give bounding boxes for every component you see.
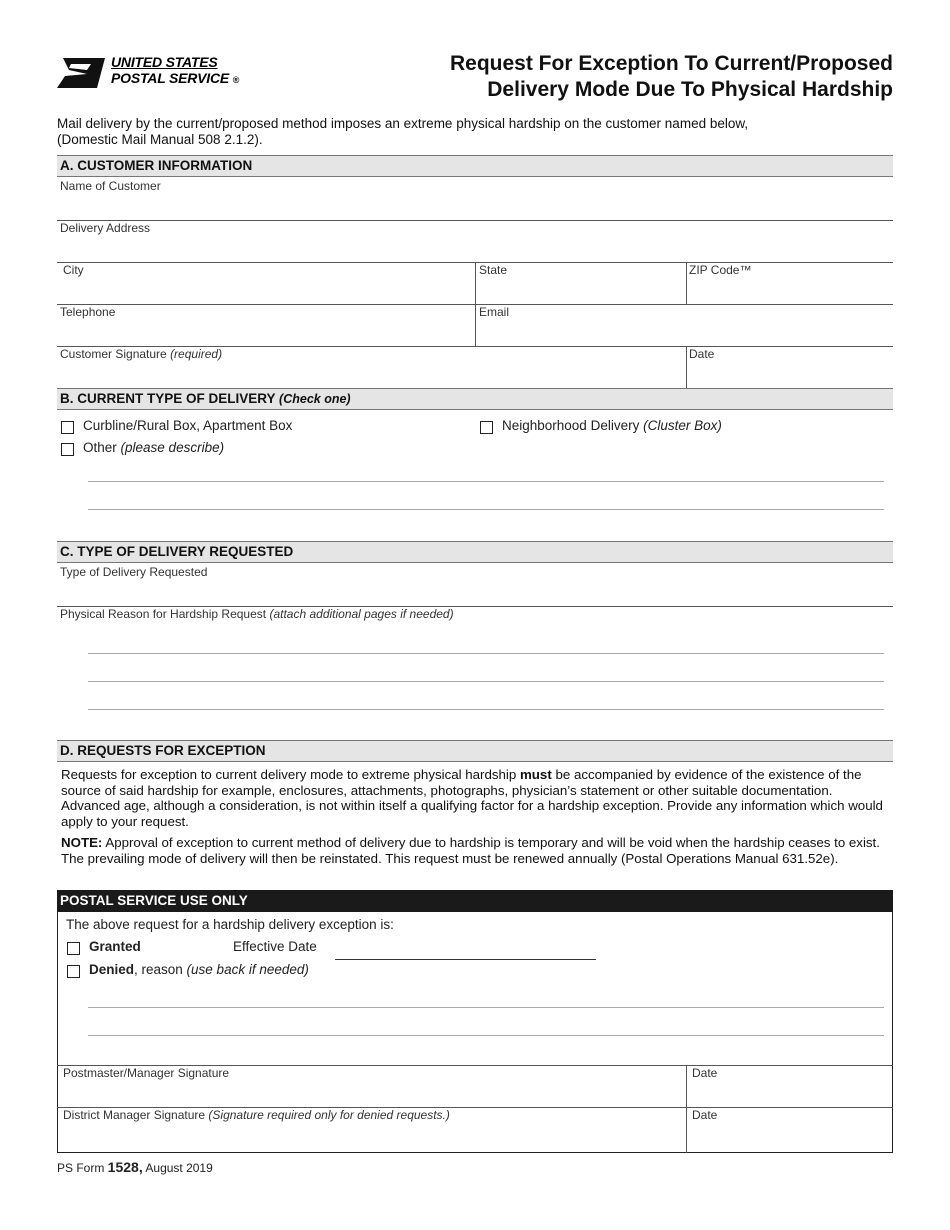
title-line1: Request For Exception To Current/Proposed [450,52,893,75]
footer-prefix: PS Form [57,1161,108,1175]
district-manager-label-text: District Manager Signature [63,1108,209,1122]
logo-line2: POSTAL SERVICE [111,70,230,86]
postal-use-statement: The above request for a hardship delivery exception is: [66,917,394,932]
type-of-delivery-label: Type of Delivery Requested [60,565,208,579]
email-label: Email [479,305,510,319]
denied-label [89,962,309,977]
district-manager-signature-field[interactable] [58,1109,686,1151]
type-of-delivery-field[interactable] [57,566,893,606]
denied-label-text: Denied [89,962,135,977]
form-footer [57,1159,213,1175]
section-d-heading: D. REQUESTS FOR EXCEPTION [57,740,893,762]
district-manager-note: (Signature required only for denied requests.) [208,1108,450,1122]
denied-reason-text: , reason [134,962,187,977]
section-b-heading-note: (Check one) [279,392,351,406]
zip-code-field[interactable] [687,264,893,304]
granted-checkbox[interactable] [67,942,80,955]
name-of-customer-label: Name of Customer [60,179,161,193]
telephone-field[interactable] [57,306,475,346]
reason-line-2[interactable] [88,681,884,682]
other-description-line-1[interactable] [88,481,884,482]
divider [57,304,893,305]
divider [57,220,893,221]
state-label: State [479,263,508,277]
customer-signature-label-text: Customer Signature [60,347,167,361]
curbline-option-label: Curbline/Rural Box, Apartment Box [83,418,293,433]
usps-logo [57,54,247,90]
reason-line-1[interactable] [88,653,884,654]
postmaster-date-field[interactable] [687,1067,892,1107]
neighborhood-option-label [502,418,722,433]
name-of-customer-field[interactable] [57,180,893,220]
note-label: NOTE: [61,835,103,850]
customer-signature-note: (required) [170,347,223,361]
other-option-note: (please describe) [120,440,225,455]
physical-reason-label-text: Physical Reason for Hardship Request [60,607,267,621]
effective-date-field[interactable] [335,959,596,960]
effective-date-label: Effective Date [233,939,317,954]
city-field[interactable] [57,264,475,304]
section-b-heading [57,388,893,410]
form-title [450,51,893,103]
curbline-checkbox[interactable] [61,421,74,434]
denied-reason-note: (use back if needed) [186,962,309,977]
physical-reason-note: (attach additional pages if needed) [269,607,454,621]
exception-text-part2: be accompanied by evidence of the existence of the source of said hardship for example, enclosures, attachments, photographs, physician’s statement or other suitable documentation. Advanced age, although a consideration, is not within itself a qualifying factor for a hardship exception. Provide any information which would apply to your request. [61,767,883,829]
intro-text [57,116,857,148]
customer-date-label: Date [689,347,715,361]
postal-use-heading: POSTAL SERVICE USE ONLY [57,890,893,912]
denied-checkbox[interactable] [67,965,80,978]
other-option-label [83,440,224,455]
section-c-heading: C. TYPE OF DELIVERY REQUESTED [57,541,893,563]
exception-text-must: must [519,767,552,782]
telephone-label: Telephone [60,305,116,319]
other-option-text: Other [83,440,117,455]
granted-label: Granted [89,939,141,954]
exception-text-part1: Requests for exception to current delivery mode to extreme physical hardship [61,767,520,782]
physical-reason-label [60,607,454,621]
logo-registered: ® [232,75,240,85]
postmaster-date-label: Date [692,1066,718,1080]
other-checkbox[interactable] [61,443,74,456]
district-date-field[interactable] [687,1109,892,1151]
note-body: Approval of exception to current method of delivery due to hardship is temporary and will be void when the hardship ceases to exist. The prevailing mode of delivery will then be reinstated. This request must be renewed annually (Postal Operations Manual 631.52e). [61,835,880,866]
city-label: City [63,263,84,277]
reason-line-3[interactable] [88,709,884,710]
form-number: 1528, [107,1159,143,1175]
form-date: August 2019 [142,1161,213,1175]
neighborhood-checkbox[interactable] [480,421,493,434]
postmaster-signature-field[interactable] [58,1067,686,1107]
customer-signature-field[interactable] [57,348,686,388]
state-field[interactable] [476,264,686,304]
other-description-line-2[interactable] [88,509,884,510]
zip-code-label: ZIP Code™ [689,263,752,277]
exception-requirements-text [61,767,893,829]
delivery-address-field[interactable] [57,222,893,262]
delivery-address-label: Delivery Address [60,221,151,235]
postmaster-signature-label: Postmaster/Manager Signature [63,1066,230,1080]
intro-line2: (Domestic Mail Manual 508 2.1.2). [57,132,263,147]
denied-reason-line-1[interactable] [88,1007,884,1008]
neighborhood-option-note: (Cluster Box) [643,418,722,433]
email-field[interactable] [476,306,893,346]
district-date-label: Date [692,1108,718,1122]
eagle-icon [57,56,105,90]
title-line2: Delivery Mode Due To Physical Hardship [487,78,893,101]
intro-line1: Mail delivery by the current/proposed method imposes an extreme physical hardship on the customer named below, [57,116,749,131]
customer-date-field[interactable] [687,348,893,388]
neighborhood-option-text: Neighborhood Delivery [502,418,640,433]
section-b-heading-text: B. CURRENT TYPE OF DELIVERY [60,391,276,406]
logo-line1: UNITED STATES [111,54,218,70]
section-a-heading: A. CUSTOMER INFORMATION [57,155,893,177]
note-text [61,835,893,866]
denied-reason-line-2[interactable] [88,1035,884,1036]
